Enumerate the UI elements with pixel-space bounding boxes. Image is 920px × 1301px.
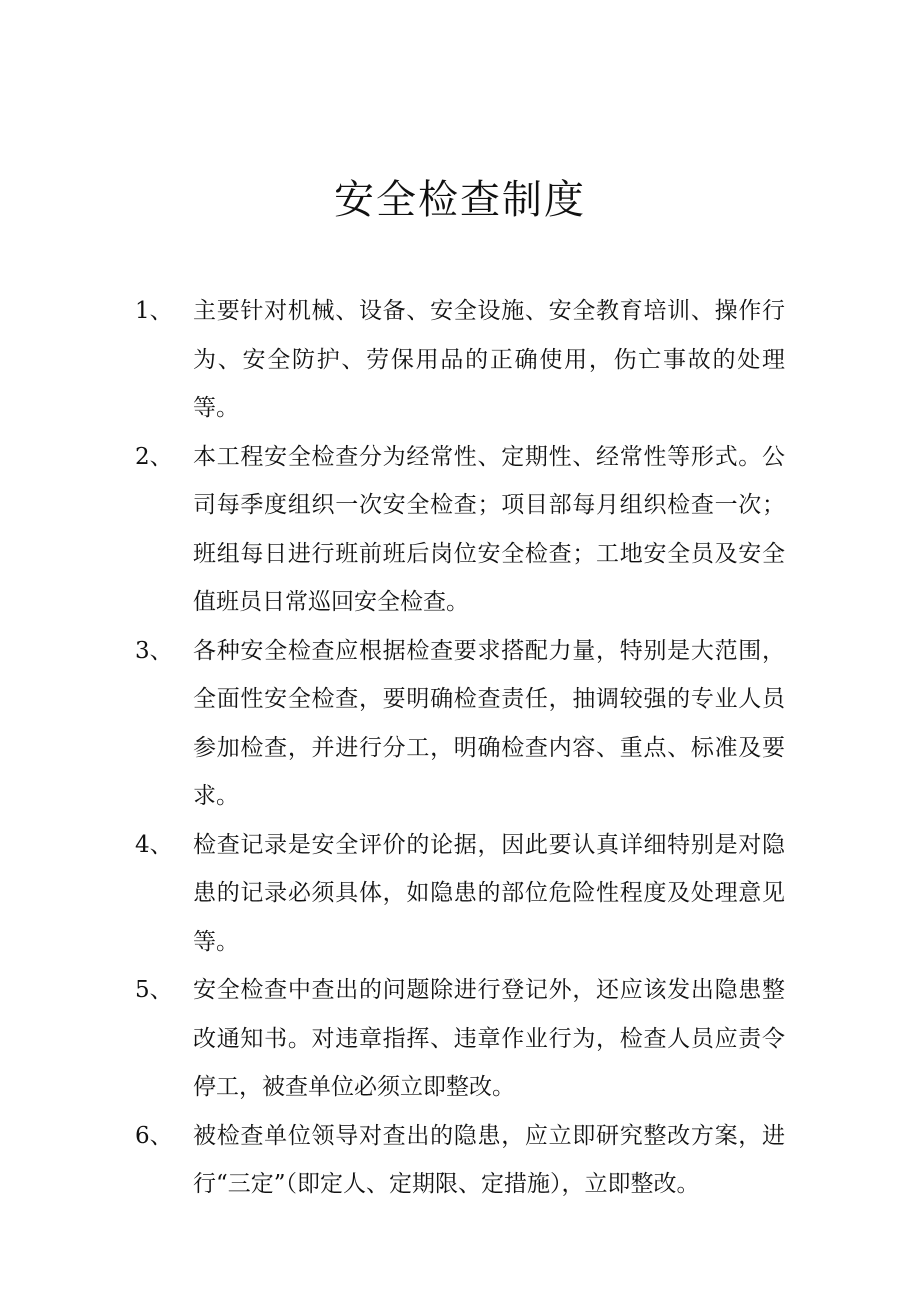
rule-number: 1、	[135, 298, 173, 324]
rule-number: 3、	[135, 637, 173, 664]
rule-item-4	[135, 821, 785, 967]
rule-number: 6、	[135, 1122, 173, 1149]
rule-item-2	[135, 433, 785, 627]
rule-number: 4、	[135, 831, 173, 858]
rule-number: 2、	[135, 443, 173, 470]
rules-list	[135, 287, 785, 1209]
rule-text: 被检查单位领导对查出的隐患，应立即研究整改方案，进行“三定”（即定人、定期限、定措施），立即整改。	[193, 1122, 785, 1197]
rule-item-5	[135, 966, 785, 1112]
rule-text: 安全检查中查出的问题除进行登记外，还应该发出隐患整改通知书。对违章指挥、违章作业行为，检查人员应责令停工，被查单位必须立即整改。	[193, 977, 785, 1100]
rule-text: 检查记录是安全评价的论据，因此要认真详细特别是对隐患的记录必须具体，如隐患的部位危险性程度及处理意见等。	[193, 831, 785, 955]
rule-text: 本工程安全检查分为经常性、定期性、经常性等形式。公司每季度组织一次安全检查；项目部每月组织检查一次；班组每日进行班前班后岗位安全检查；工地安全员及安全值班员日常巡回安全检查。	[193, 443, 785, 615]
rule-text: 主要针对机械、设备、安全设施、安全教育培训、操作行为、安全防护、劳保用品的正确使用，伤亡事故的处理等。	[193, 298, 785, 421]
document-title: 安全检查制度	[334, 177, 586, 223]
rule-text: 各种安全检查应根据检查要求搭配力量，特别是大范围，全面性安全检查，要明确检查责任，抽调较强的专业人员参加检查，并进行分工，明确检查内容、重点、标准及要求。	[193, 637, 785, 809]
rule-number: 5、	[135, 977, 173, 1003]
rule-item-1	[135, 287, 785, 433]
rule-item-6	[135, 1112, 785, 1209]
rule-item-3	[135, 627, 785, 821]
